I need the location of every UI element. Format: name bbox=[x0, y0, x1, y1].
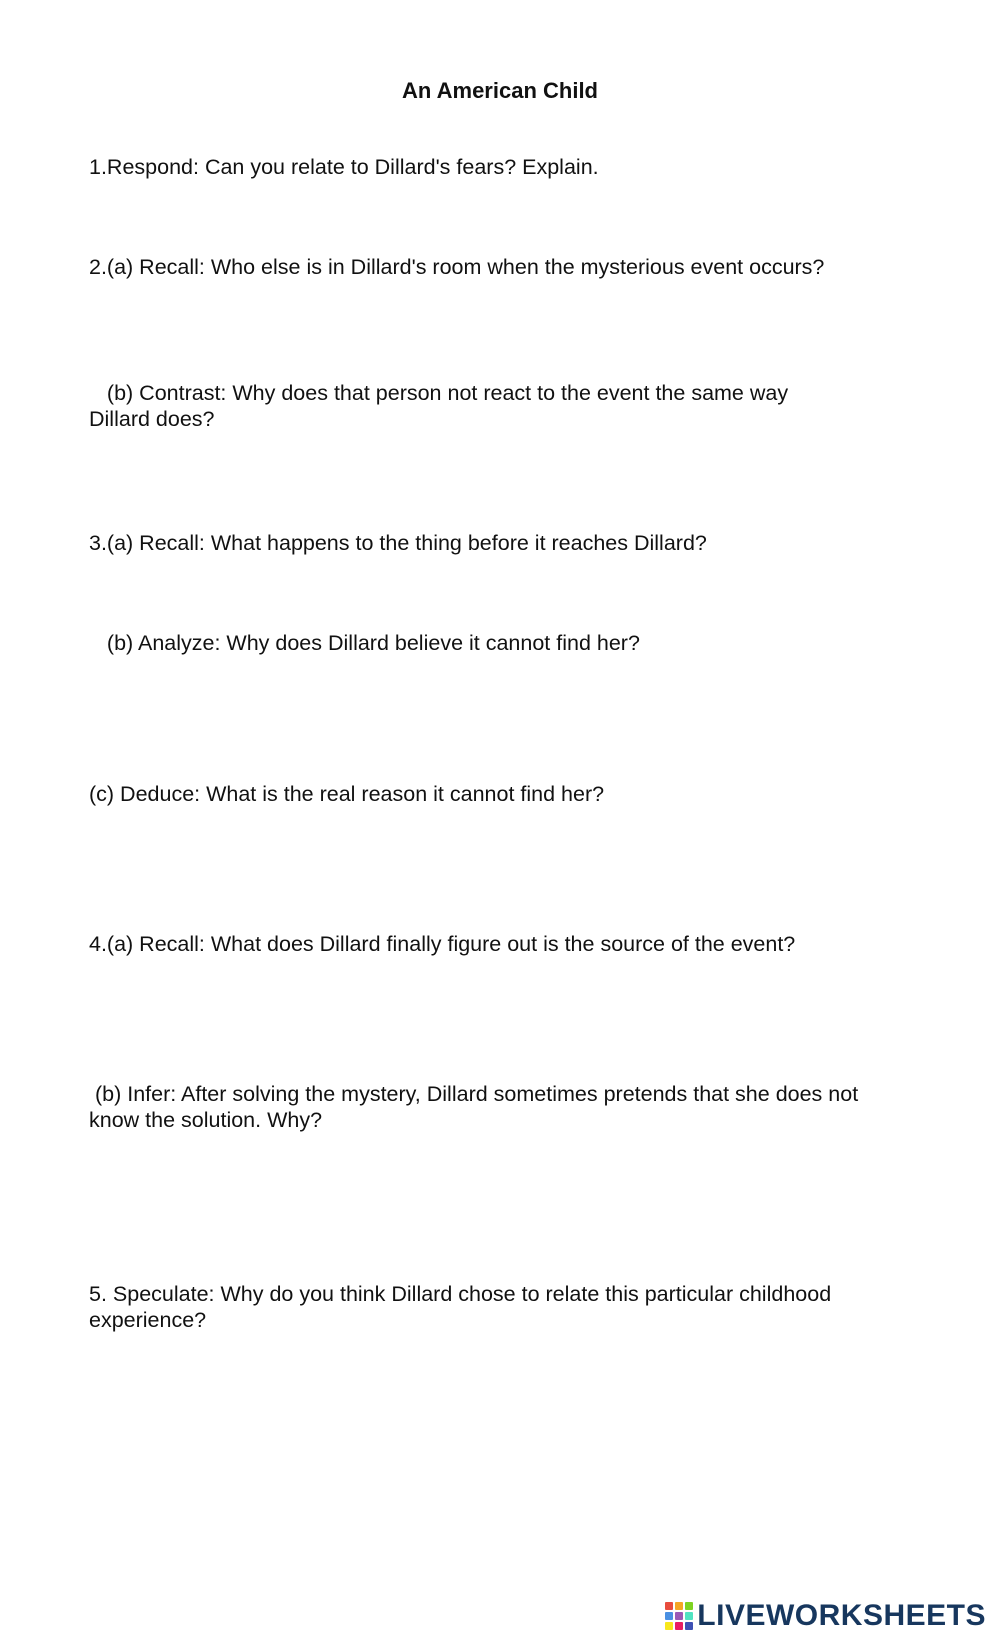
question-2b: (b) Contrast: Why does that person not react to the event the same way Dillard does? bbox=[89, 381, 789, 431]
logo-square bbox=[675, 1602, 683, 1610]
question-2a: 2.(a) Recall: Who else is in Dillard's room when the mysterious event occurs? bbox=[89, 255, 825, 279]
liveworksheets-logo-icon bbox=[665, 1602, 693, 1630]
logo-square bbox=[685, 1622, 693, 1630]
question-5: 5. Speculate: Why do you think Dillard chose to relate this particular childhood experience? bbox=[89, 1282, 832, 1332]
question-3b: (b) Analyze: Why does Dillard believe it cannot find her? bbox=[89, 631, 640, 655]
question-3a: 3.(a) Recall: What happens to the thing before it reaches Dillard? bbox=[89, 531, 707, 555]
logo-square bbox=[685, 1612, 693, 1620]
liveworksheets-logo bbox=[665, 1599, 986, 1633]
question-1: 1.Respond: Can you relate to Dillard's fears? Explain. bbox=[89, 155, 599, 179]
question-3c: (c) Deduce: What is the real reason it cannot find her? bbox=[89, 782, 605, 806]
logo-square bbox=[665, 1612, 673, 1620]
logo-square bbox=[675, 1612, 683, 1620]
question-4b: (b) Infer: After solving the mystery, Dillard sometimes pretends that she does not know the solution. Why? bbox=[89, 1082, 859, 1132]
liveworksheets-logo-text: LIVEWORKSHEETS bbox=[697, 1599, 986, 1632]
logo-square bbox=[685, 1602, 693, 1610]
logo-square bbox=[675, 1622, 683, 1630]
question-4a: 4.(a) Recall: What does Dillard finally figure out is the source of the event? bbox=[89, 932, 796, 956]
logo-square bbox=[665, 1622, 673, 1630]
worksheet-title: An American Child bbox=[402, 78, 598, 103]
logo-square bbox=[665, 1602, 673, 1610]
